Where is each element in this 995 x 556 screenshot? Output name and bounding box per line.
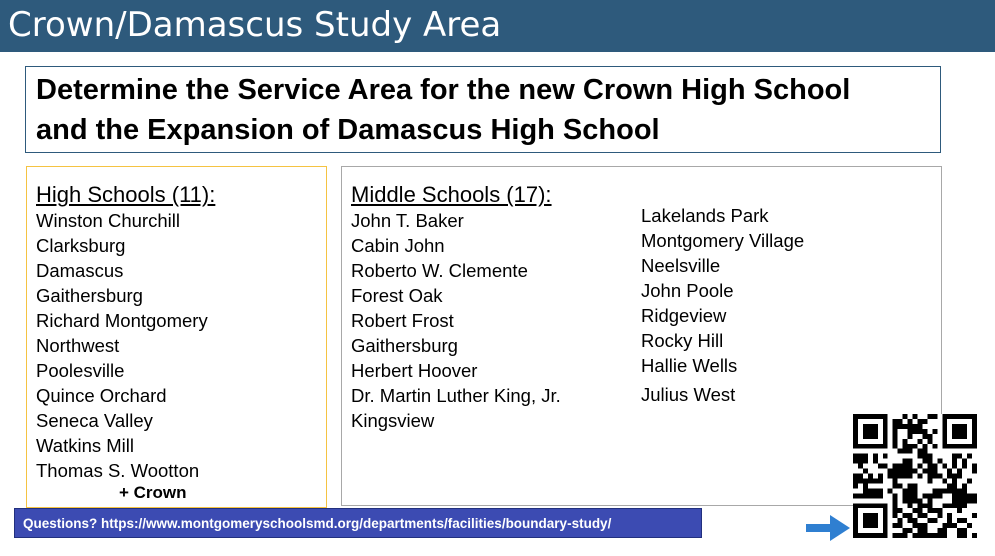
list-item: John T. Baker <box>351 210 464 231</box>
title-bar <box>0 0 995 52</box>
headline-line-2: and the Expansion of Damascus High School <box>36 114 660 146</box>
list-item: Quince Orchard <box>36 385 167 406</box>
list-item: Dr. Martin Luther King, Jr. <box>351 385 561 406</box>
list-item: Gaithersburg <box>36 285 143 306</box>
list-item: John Poole <box>641 280 734 301</box>
list-item: Robert Frost <box>351 310 454 331</box>
questions-link[interactable]: Questions? https://www.montgomeryschoolsmd.org/departments/facilities/boundary-study/ <box>23 516 612 531</box>
list-item: Cabin John <box>351 235 445 256</box>
page-title: Crown/Damascus Study Area <box>8 5 502 45</box>
list-item: Julius West <box>641 384 736 405</box>
list-item: Richard Montgomery <box>36 310 208 331</box>
list-item: Damascus <box>36 260 124 281</box>
list-item: Ridgeview <box>641 305 727 326</box>
middle-schools-list-2-last <box>641 382 735 407</box>
list-item: Roberto W. Clemente <box>351 260 528 281</box>
list-item: Gaithersburg <box>351 335 458 356</box>
high-schools-heading: High Schools (11): <box>36 182 216 207</box>
list-item: Northwest <box>36 335 120 356</box>
list-item: Kingsview <box>351 410 435 431</box>
list-item: Poolesville <box>36 360 125 381</box>
middle-schools-list-2 <box>641 203 804 378</box>
arrow-right-icon <box>806 513 850 543</box>
middle-schools-list-1 <box>351 208 561 433</box>
list-item: Thomas S. Wootton <box>36 460 200 481</box>
crown-addition: + Crown <box>119 483 187 502</box>
list-item: Rocky Hill <box>641 330 724 351</box>
headline-box <box>25 66 941 153</box>
list-item: Montgomery Village <box>641 230 805 251</box>
list-item: Forest Oak <box>351 285 443 306</box>
list-item: Clarksburg <box>36 235 126 256</box>
list-item: Lakelands Park <box>641 205 769 226</box>
qr-code[interactable] <box>853 414 977 538</box>
high-schools-list <box>36 208 208 483</box>
middle-schools-heading: Middle Schools (17): <box>351 182 552 207</box>
headline-line-1: Determine the Service Area for the new Crown High School <box>36 74 851 106</box>
list-item: Winston Churchill <box>36 210 180 231</box>
list-item: Hallie Wells <box>641 355 738 376</box>
list-item: Watkins Mill <box>36 435 134 456</box>
list-item: Herbert Hoover <box>351 360 478 381</box>
list-item: Seneca Valley <box>36 410 153 431</box>
list-item: Neelsville <box>641 255 721 276</box>
questions-link-banner[interactable] <box>14 508 702 538</box>
